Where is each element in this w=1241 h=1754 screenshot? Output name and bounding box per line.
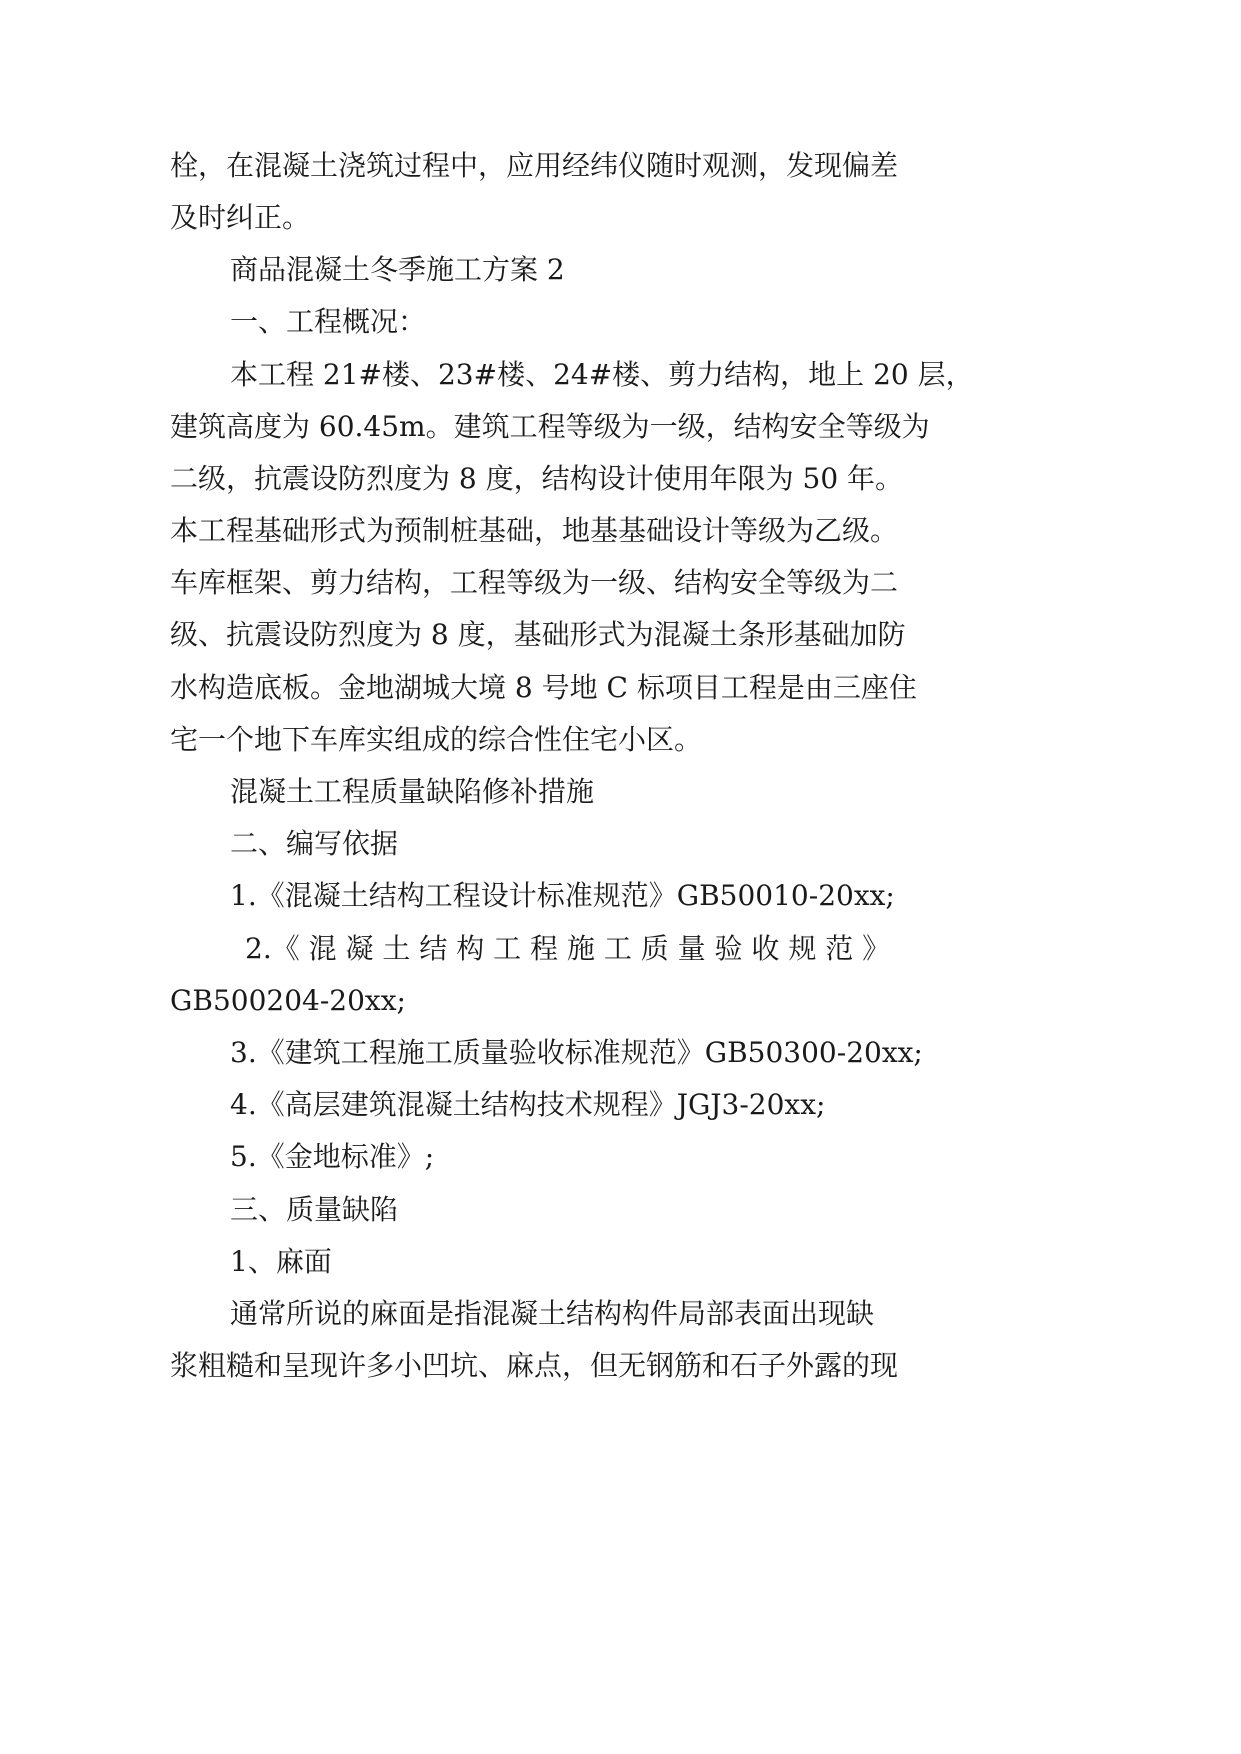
section-title: 混凝土工程质量缺陷修补措施 <box>230 775 595 808</box>
text-line-12: 宅一个地下车库实组成的综合性住宅小区。 <box>170 723 703 756</box>
text-line-9: 车库框架、剪力结构，工程等级为一级、结构安全等级为二 <box>170 566 899 599</box>
heading-basis: 二、编写依据 <box>230 827 399 860</box>
text-line-8: 本工程基础形式为预制桩基础，地基基础设计等级为乙级。 <box>170 514 899 547</box>
text-line-6: 建筑高度为 60.45m。建筑工程等级为一级，结构安全等级为 <box>170 410 930 443</box>
text-line-5: 本工程 21#楼、23#楼、24#楼、剪力结构，地上 20 层， <box>230 358 974 391</box>
reference-item-1: 1.《混凝土结构工程设计标准规范》GB50010-20xx; <box>230 879 895 912</box>
subheading-pitting: 1、麻面 <box>230 1245 332 1278</box>
text-line-1: 栓，在混凝土浇筑过程中，应用经纬仪随时观测，发现偏差 <box>170 149 899 182</box>
reference-item-5: 5.《金地标准》; <box>230 1140 435 1173</box>
text-line-7: 二级，抗震设防烈度为 8 度，结构设计使用年限为 50 年。 <box>170 462 904 495</box>
section-heading: 商品混凝土冬季施工方案 2 <box>230 253 565 286</box>
text-line-10: 级、抗震设防烈度为 8 度，基础形式为混凝土条形基础加防 <box>170 618 906 651</box>
reference-item-4: 4.《高层建筑混凝土结构技术规程》JGJ3-20xx; <box>230 1088 826 1121</box>
heading-quality-defects: 三、质量缺陷 <box>230 1193 399 1226</box>
reference-item-2: 2.《 混 凝 土 结 构 工 程 施 工 质 量 验 收 规 范 》 <box>245 932 891 965</box>
reference-item-3: 3.《建筑工程施工质量验收标准规范》GB50300-20xx; <box>230 1036 923 1069</box>
text-line-2: 及时纠正。 <box>170 201 311 234</box>
heading-project-overview: 一、工程概况： <box>230 305 427 338</box>
text-line-23: 通常所说的麻面是指混凝土结构构件局部表面出现缺 <box>230 1297 875 1330</box>
reference-item-2-code: GB500204-20xx; <box>170 984 406 1017</box>
text-line-24: 浆粗糙和呈现许多小凹坑、麻点，但无钢筋和石子外露的现 <box>170 1349 899 1382</box>
text-line-11: 水构造底板。金地湖城大境 8 号地 C 标项目工程是由三座住 <box>170 671 917 704</box>
